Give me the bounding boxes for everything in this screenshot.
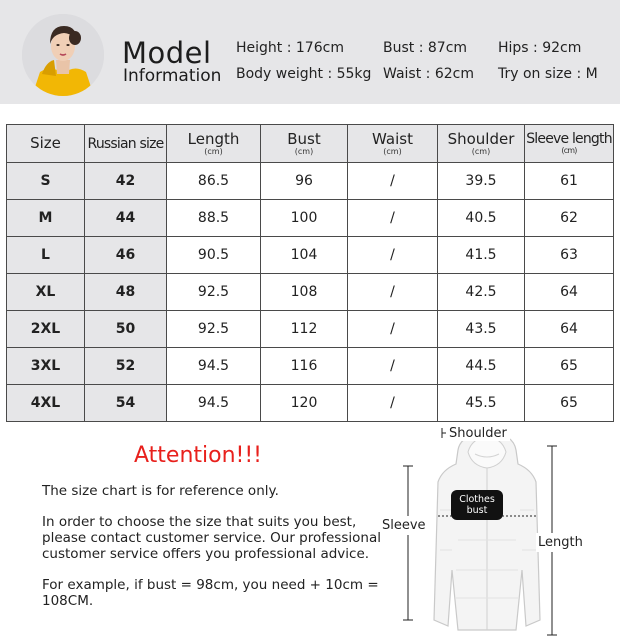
cell-bust: 100 — [261, 200, 348, 237]
model-waist: Waist : 62cm — [383, 66, 474, 82]
cell-russian-size: 48 — [85, 274, 167, 311]
label-sleeve: Sleeve — [382, 518, 426, 533]
column-header-sleeve-length: Sleeve length (cm) — [525, 125, 614, 163]
label-length: Length — [538, 535, 583, 550]
column-header-bust: Bust (cm) — [261, 125, 348, 163]
cell-russian-size: 46 — [85, 237, 167, 274]
cell-size: 2XL — [7, 311, 85, 348]
column-header-shoulder: Shoulder (cm) — [438, 125, 525, 163]
column-header-length: Length (cm) — [167, 125, 261, 163]
note-reference-only: The size chart is for reference only. — [42, 483, 279, 499]
cell-waist: / — [348, 311, 438, 348]
cell-length: 94.5 — [167, 385, 261, 422]
cell-length: 86.5 — [167, 163, 261, 200]
cell-bust: 116 — [261, 348, 348, 385]
cell-sleeve-length: 63 — [525, 237, 614, 274]
cell-shoulder: 43.5 — [438, 311, 525, 348]
cell-size: 3XL — [7, 348, 85, 385]
table-row — [7, 348, 614, 385]
cell-shoulder: 44.5 — [438, 348, 525, 385]
cell-sleeve-length: 65 — [525, 385, 614, 422]
cell-bust: 112 — [261, 311, 348, 348]
note-advice-line-1: In order to choose the size that suits you best, — [42, 514, 357, 530]
coat-measurement-diagram — [376, 420, 620, 640]
cell-waist: / — [348, 163, 438, 200]
note-advice-line-3: customer service offers you professional advice. — [42, 546, 370, 562]
note-example-line-1: For example, if bust = 98cm, you need + 10cm = — [42, 577, 379, 593]
note-advice-line-2: please contact customer service. Our professional — [42, 530, 381, 546]
table-row — [7, 163, 614, 200]
cell-bust: 120 — [261, 385, 348, 422]
cell-sleeve-length: 62 — [525, 200, 614, 237]
cell-size: XL — [7, 274, 85, 311]
model-height: Height : 176cm — [236, 40, 344, 56]
column-header-size: Size — [7, 125, 85, 163]
cell-sleeve-length: 64 — [525, 311, 614, 348]
model-hips: Hips : 92cm — [498, 40, 582, 56]
cell-waist: / — [348, 348, 438, 385]
model-title: Model — [122, 36, 212, 70]
cell-bust: 96 — [261, 163, 348, 200]
cell-bust: 108 — [261, 274, 348, 311]
cell-shoulder: 40.5 — [438, 200, 525, 237]
model-try-on-size: Try on size : M — [498, 66, 598, 82]
cell-russian-size: 54 — [85, 385, 167, 422]
cell-sleeve-length: 61 — [525, 163, 614, 200]
cell-size: 4XL — [7, 385, 85, 422]
clothes-bust-line-1: Clothes — [459, 494, 495, 505]
cell-length: 94.5 — [167, 348, 261, 385]
cell-russian-size: 42 — [85, 163, 167, 200]
cell-russian-size: 44 — [85, 200, 167, 237]
column-header-waist: Waist (cm) — [348, 125, 438, 163]
cell-length: 88.5 — [167, 200, 261, 237]
column-header-russian-size: Russian size — [85, 125, 167, 163]
model-bust: Bust : 87cm — [383, 40, 468, 56]
attention-heading: Attention!!! — [134, 443, 262, 468]
cell-length: 90.5 — [167, 237, 261, 274]
table-row — [7, 200, 614, 237]
label-shoulder: Shoulder — [446, 426, 510, 441]
table-row — [7, 385, 614, 422]
model-info-header — [0, 0, 620, 104]
cell-shoulder: 41.5 — [438, 237, 525, 274]
size-chart-table — [6, 124, 614, 422]
model-weight: Body weight : 55kg — [236, 66, 372, 82]
cell-russian-size: 50 — [85, 311, 167, 348]
cell-size: M — [7, 200, 85, 237]
note-example-line-2: 108CM. — [42, 593, 94, 609]
cell-waist: / — [348, 237, 438, 274]
cell-waist: / — [348, 200, 438, 237]
cell-waist: / — [348, 274, 438, 311]
table-row — [7, 237, 614, 274]
cell-russian-size: 52 — [85, 348, 167, 385]
table-row — [7, 311, 614, 348]
cell-shoulder: 42.5 — [438, 274, 525, 311]
cell-size: L — [7, 237, 85, 274]
model-subtitle: Information — [123, 66, 222, 86]
cell-sleeve-length: 64 — [525, 274, 614, 311]
table-header-row — [7, 125, 614, 163]
cell-size: S — [7, 163, 85, 200]
cell-shoulder: 45.5 — [438, 385, 525, 422]
cell-shoulder: 39.5 — [438, 163, 525, 200]
clothes-bust-line-2: bust — [466, 505, 488, 516]
cell-bust: 104 — [261, 237, 348, 274]
table-row — [7, 274, 614, 311]
cell-length: 92.5 — [167, 274, 261, 311]
label-clothes-bust — [451, 490, 503, 520]
cell-sleeve-length: 65 — [525, 348, 614, 385]
model-avatar — [22, 14, 104, 96]
cell-waist: / — [348, 385, 438, 422]
cell-length: 92.5 — [167, 311, 261, 348]
